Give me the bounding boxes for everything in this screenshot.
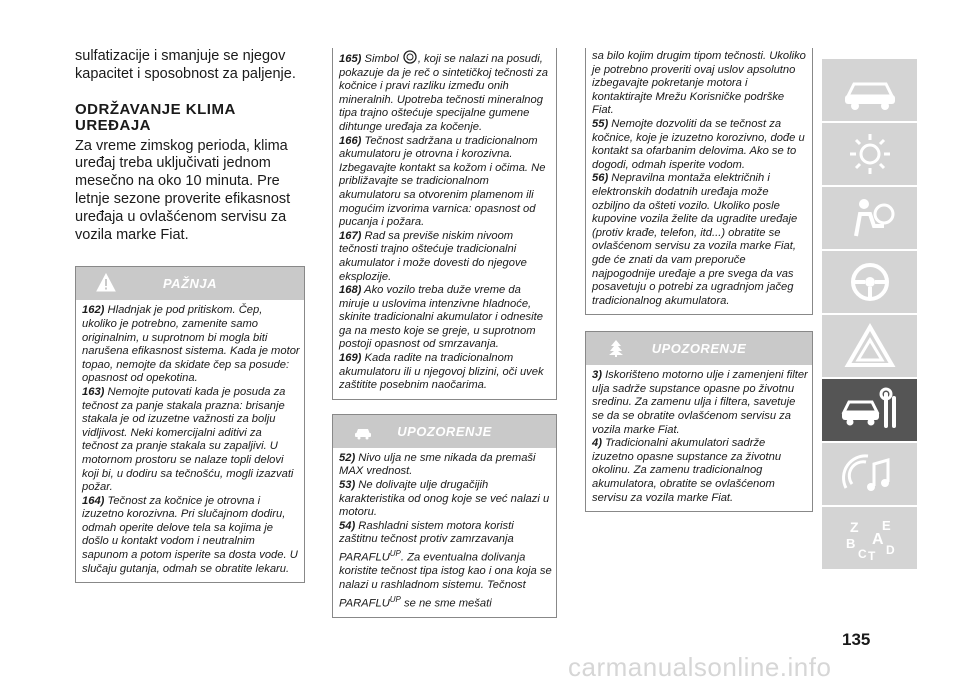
alphabet-letter: D xyxy=(885,543,895,557)
steering-wheel-icon xyxy=(840,258,900,306)
warning-box xyxy=(75,266,305,583)
note-item: 167) Rad sa previše niskim nivoom tečnosti trajno oštećuje tradicionalni akumulator i može dovesti do njegove eksplozije. xyxy=(339,229,527,283)
warning-triangle-icon xyxy=(840,322,900,370)
note-item: 169) Kada radite na tradicionalnom akumulatoru ili u njegovoj blizini, oči uvek zaštitite posebnim naočarima. xyxy=(339,352,544,392)
column-2 xyxy=(332,48,557,618)
tab-maintenance[interactable] xyxy=(822,379,917,443)
tab-driving[interactable] xyxy=(822,251,917,315)
caution-box-body xyxy=(333,448,556,617)
environment-box xyxy=(585,331,813,512)
warning-triangle-icon xyxy=(96,273,116,293)
note-item: 165) Simbol , koji se nalazi na posudi, pokazuje da je reč o sintetičkoj tečnosti za kočnice i pravi razliku između onih mineralnih. Upotreba tečnosti mineralnog tipa trajno oštećuje specijalne gumene dihtunge uređaja za kočenje. xyxy=(339,50,552,135)
note-item: 162) Hladnjak je pod pritiskom. Čep, ukoliko je potrebno, zamenite samo originalnim, u suprotnom bi mogla biti narušena efikasnost sistema. Kada je motor topao, nemojte da skidate čep sa posude: opasnost od opekotina. xyxy=(82,304,300,385)
notes-continued-box xyxy=(585,48,813,315)
alphabet-letter: T xyxy=(867,549,875,562)
tab-car[interactable] xyxy=(822,59,917,123)
note-item: 56) Nepravilna montaža električnih i elektronskih dodatnih uređaja može ozbiljno da ošteti vozilo. Ukoliko posle kupovine vozila želite da ugradite uređaje (protiv krađe, telefon, itd...) obratite se ovlašćenom servisu za vozila marke Fiat, gde će znati da vam preporuče najpogodnije uređaje a pre svega da vas posavetuju o potrebi za ugradnjom jačeg tradicionalnog akumulatora. xyxy=(592,172,798,307)
chapter-nav-rail xyxy=(822,59,917,571)
alphabet-letter: Z xyxy=(849,519,859,535)
section-body: Za vreme zimskog perioda, klima uređaj treba uključivati jednom mesečno na oko 10 minuta. Pre letnje sezone proverite efikasnost uređaja u ovlašćenom servisu za vozila marke Fiat. xyxy=(75,137,291,243)
car-wrench-icon xyxy=(840,386,900,434)
note-item: 3) Iskorišteno motorno ulje i zamenjeni filter ulja sadrže supstance opasne po životnu sredinu. Za zamenu ulja i filtera, savetuje se da se obratite ovlašćenom servisu za vozila marke Fiat. xyxy=(592,369,808,436)
notes-continued-body xyxy=(586,48,812,314)
column-1 xyxy=(75,48,305,583)
warning-box-body xyxy=(76,300,304,582)
note-item: 54) Rashladni sistem motora koristi zaštitnu tečnost protiv zamrzavanja $PARAFLU^{UP}$. Za eventualna dolivanja koristite tečnost tipa istog kao i ona koja se nalazi u rashladnom sistemu. Tečnost $PARAFLU^{UP}$ se ne sme mešati xyxy=(339,519,552,610)
notes-continued-body xyxy=(333,48,556,399)
note-item: 168) Ako vozilo treba duže vreme da miruje u uslovima intenzivne hladnoće, skinite tradicionalni akumulator i odnesite ga na mesto koje se greje, u suprotnom postoji opasnost od smrzavanja. xyxy=(339,284,543,351)
note-continuation: sa bilo kojim drugim tipom tečnosti. Ukoliko je potrebno proveriti ovaj uslov apsolutno izbegavajte pokretanje motora i kontaktirajte Mrežu Korisničke podrške Fiat. xyxy=(592,50,806,117)
note-item: 164) Tečnost za kočnice je otrovna i izuzetno korozivna. Pri slučajnom dodiru, odmah operite delove tela sa kojima je došlo u kontakt vodom i neutralnim sapunom a potom isperite sa dosta vode. U slučaju gutanja, odmah se obratite lekaru. xyxy=(82,494,298,575)
note-item: 166) Tečnost sadržana u tradicionalnom akumulatoru je otrovna i korozivna. Izbegavajte kontakt sa kožom i očima. Ne približavajte se tradicionalnom akumulatoru sa otvorenim plamenom ili mogućim izvorima varnica: opasnost od pucanja i požara. xyxy=(339,134,546,229)
airbag-icon xyxy=(840,194,900,242)
caution-box-title: UPOZORENJE xyxy=(397,423,492,439)
car-icon xyxy=(840,66,900,114)
environment-box-header xyxy=(586,332,812,365)
alphabet-letter: E xyxy=(881,518,891,533)
environment-box-body xyxy=(586,365,812,511)
brake-fluid-symbol-icon xyxy=(402,50,418,64)
intro-text: sulfatizacije i smanjuje se njegov kapacitet i sposobnost za paljenje. xyxy=(75,48,296,82)
alphabet-letter: B xyxy=(845,536,855,551)
watermark: carmanualsonline.info xyxy=(568,652,832,682)
tab-safety[interactable] xyxy=(822,187,917,251)
tab-index[interactable] xyxy=(822,507,917,571)
tab-emergency[interactable] xyxy=(822,315,917,379)
caution-box-header xyxy=(333,415,556,448)
note-item: 4) Tradicionalni akumulatori sadrže izuzetno opasne supstance za životnu okolinu. Za zamenu tradicionalnog akumulatora, obratite se ovlašćenom servisu za vozila marke Fiat. xyxy=(592,437,782,504)
note-item: 55) Nemojte dozvoliti da se tečnost za kočnice, koje je izuzetno korozivno, dođe u kontakt sa ofarbanim delovima. Ako se to dogodi, odmah isperite vodom. xyxy=(592,117,805,171)
warning-box-title: PAŽNJA xyxy=(162,276,218,292)
environment-box-title: UPOZORENJE xyxy=(651,341,747,357)
section-heading: ODRŽAVANJE KLIMA UREĐAJA xyxy=(75,100,236,134)
note-item: 163) Nemojte putovati kada je posuda za tečnost za panje stakala prazna: brisanje stakala je od izuzetne važnosti za bolju vidljivost. Neki komercijalni aditivi za tečnost za pranje stakala su zapaljivi. U motornom prostoru se nalaze topli delovi koji bi, u dodiru sa tečnošću, mogli izazvati požar. xyxy=(82,385,294,494)
caution-box xyxy=(332,414,557,618)
page-number: 135 xyxy=(842,630,871,649)
tree-icon xyxy=(606,338,626,358)
note-item: 52) Nivo ulja ne sme nikada da premaši MAX vrednost. xyxy=(339,451,536,478)
warning-box-header xyxy=(76,267,304,300)
tab-lights[interactable] xyxy=(822,123,917,187)
alphabet-letter: C xyxy=(857,547,867,561)
notes-continued-box xyxy=(332,48,557,400)
alphabet-index-icon xyxy=(840,514,900,562)
car-caution-icon xyxy=(353,421,373,441)
alphabet-letter: A xyxy=(871,531,884,548)
music-phone-icon xyxy=(840,450,900,498)
tab-multimedia[interactable] xyxy=(822,443,917,507)
sun-warning-icon xyxy=(840,130,900,178)
column-3 xyxy=(585,48,813,512)
note-item: 53) Ne dolivajte ulje drugačijih karakteristika od onog koje se već nalazi u motoru. xyxy=(339,479,550,519)
